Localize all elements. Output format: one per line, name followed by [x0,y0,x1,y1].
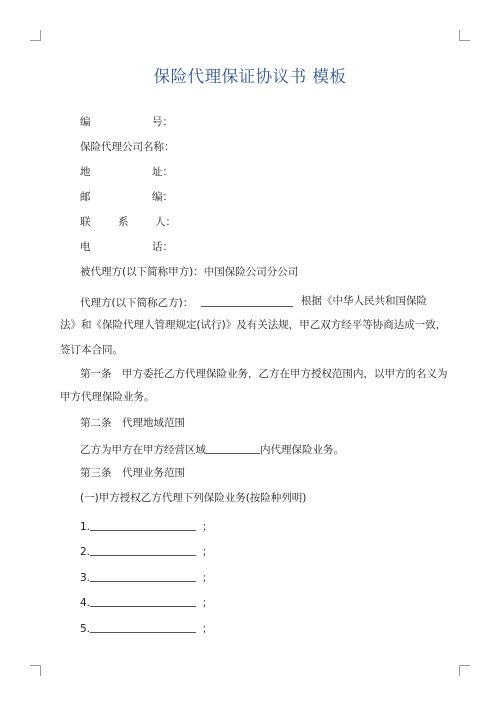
crop-mark-bottom-left [30,665,41,676]
field-contact-char1: 联 [80,216,91,228]
field-contact-char2: 系 [118,216,129,228]
field-phone-char1: 电 [80,241,91,253]
list-item-end: ； [202,546,213,558]
region-blank [206,442,260,454]
article1-line2: 甲方代理保险业务。 [60,391,155,403]
article2-text-after: 内代理保险业务。 [260,444,344,456]
agent-cont-line3: 签订本合同。 [60,344,123,356]
agent-cont-line1: 根据《中华人民共和国保险 [301,295,427,307]
list-item-end: ； [202,623,213,635]
list-item-blank [90,544,196,556]
field-postcode-char2: 编： [152,191,173,203]
article3-sub: (一)甲方授权乙方代理下列保险业务(按险种列明) [80,492,307,504]
list-item-number: 1. [80,521,91,533]
crop-mark-bottom-right [459,665,470,676]
list-item [80,620,213,636]
principal-line: 被代理方(以下简称甲方)：中国保险公司分公司 [80,266,299,278]
field-phone-char2: 话： [152,241,173,253]
list-item [80,569,213,585]
list-item-end: ； [202,521,213,533]
list-item [80,594,213,610]
field-contact-char3: 人： [155,216,176,228]
list-item-blank [90,570,196,582]
list-item [80,518,213,534]
list-item [80,543,213,559]
list-item-blank [90,519,196,531]
article1-line1: 第一条 甲方委托乙方代理保险业务，乙方在甲方授权范围内，以甲方的名义为 [80,368,448,380]
list-item-number: 2. [80,546,91,558]
agent-line [80,294,293,310]
article2-heading: 第二条 代理地域范围 [80,417,185,429]
article2-text [80,441,344,457]
article2-text-before: 乙方为甲方在甲方经营区域 [80,444,206,456]
list-item-end: ； [202,572,213,584]
agent-name-blank [201,295,293,307]
list-item-number: 5. [80,623,91,635]
crop-mark-top-right [459,30,470,41]
field-number-char1: 编 [80,116,91,128]
field-company-name: 保险代理公司名称： [80,141,175,153]
list-item-end: ； [202,597,213,609]
field-address-char1: 地 [80,166,91,178]
article3-heading: 第三条 代理业务范围 [80,467,185,479]
list-item-number: 3. [80,572,91,584]
list-item-blank [90,621,196,633]
agent-label: 代理方(以下简称乙方)： [80,297,194,309]
document-title: 保险代理保证协议书 模板 [153,67,347,86]
crop-mark-top-left [30,30,41,41]
list-item-number: 4. [80,597,91,609]
field-address-char2: 址： [152,166,173,178]
agent-cont-line2: 法》和《保险代理人管理规定(试行)》及有关法规，甲乙双方经平等协商达成一致， [60,319,447,331]
field-number-char2: 号： [152,116,173,128]
list-item-blank [90,595,196,607]
field-postcode-char1: 邮 [80,191,91,203]
